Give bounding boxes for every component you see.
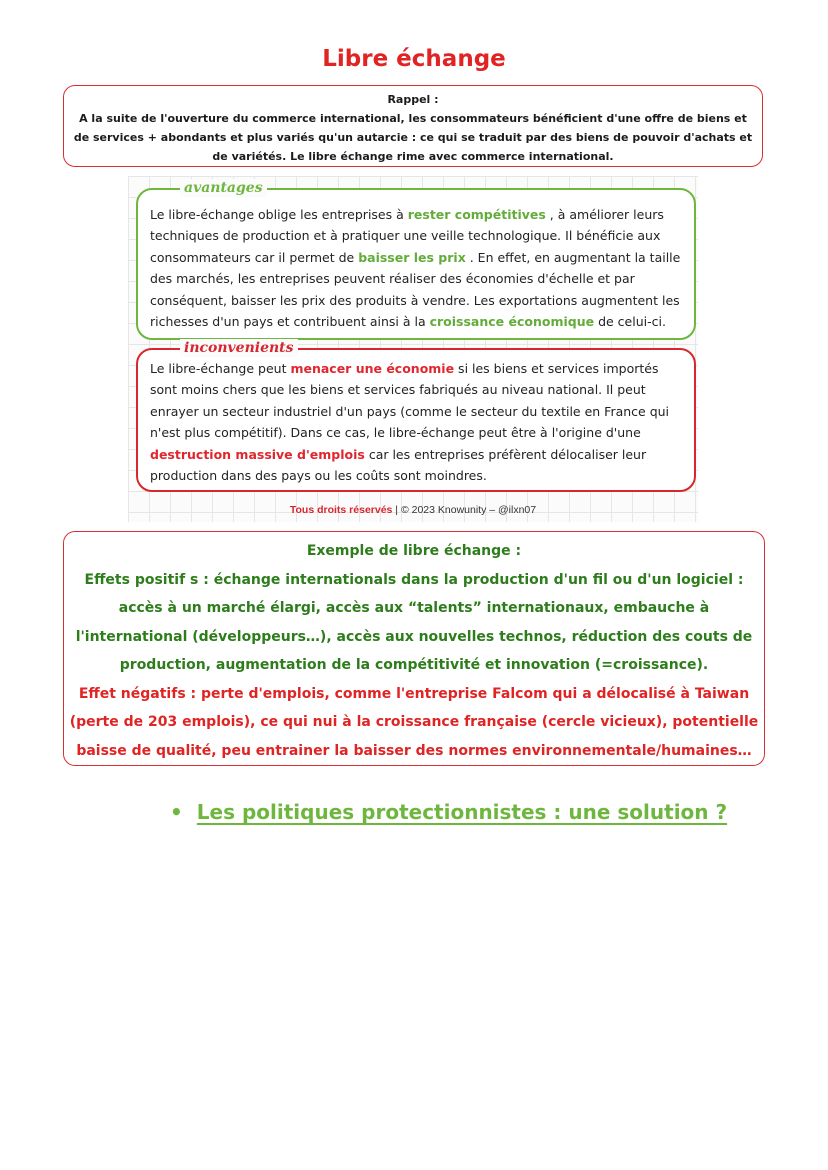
inconvenients-tag: inconvenients <box>180 339 298 357</box>
credit-text: | © 2023 Knowunity – @ilxn07 <box>392 504 537 516</box>
exemple-title: Exemple de libre échange : <box>306 543 522 559</box>
avantages-tag: avantages <box>180 179 267 197</box>
inconvenients-highlight-1: menacer une économie <box>290 361 455 376</box>
rappel-text: A la suite de l'ouverture du commerce international, les consommateurs bénéficient d'une offre de biens et de services + abondants et plus variés qu'un autarcie : ce qui se traduit par des biens de pouvoir d'achats et de variétés. Le libre échange rime avec commerce international. <box>73 112 753 163</box>
avantages-text-2: , à améliorer leurs techniques de production et à pratiquer une veille technologique. Il bénéficie aux consommateurs car il permet de <box>150 207 664 265</box>
rights-reserved: Tous droits réservés <box>289 504 393 516</box>
avantages-box <box>136 180 696 340</box>
avantages-text-4: de celui-ci. <box>594 314 666 330</box>
avantages-highlight-3: croissance économique <box>429 314 595 330</box>
avantages-highlight-2: baisser les prix <box>358 249 466 265</box>
inconvenients-text-1: Le libre-échange peut <box>150 361 291 376</box>
avantages-text-1: Le libre-échange oblige les entreprises à <box>150 207 408 222</box>
inconvenients-text-3: car les entreprises préfèrent délocaliser leur production dans des pays ou les coûts sont moindres. <box>150 446 647 484</box>
section-heading-text: Les politiques protectionnistes : une solution ? <box>196 800 728 824</box>
effets-negatifs: Effet négatifs : perte d'emplois, comme l'entreprise Falcom qui a délocalisé à Taiwan (perte de 203 emplois), ce qui nui à la croissance française (cercle vicieux), potentielle baisse de qualité, peu entrainer la baisser des normes environnementale/humaines… <box>69 685 759 759</box>
notebook-image <box>128 176 698 522</box>
avantages-text-3: . En effet, en augmentant la taille des marchés, les entreprises peuvent réaliser des économies d'échelle et par conséquent, baisser les prix des produits à vendre. Les exportations augmentent les richesses d'un pays et contribuent ainsi à la <box>150 249 681 330</box>
bullet-icon: • <box>170 800 183 824</box>
copyright-credit <box>128 504 698 516</box>
page-title: Libre échange <box>322 46 506 72</box>
avantages-highlight-1: rester compétitives <box>407 207 546 222</box>
rappel-label: Rappel : <box>387 93 439 106</box>
rappel-box <box>63 85 763 167</box>
section-heading <box>170 800 727 824</box>
inconvenients-text-2: si les biens et services importés sont moins chers que les biens et services fabriqués au niveau national. Il peut enrayer un secteur industriel d'un pays (comme le secteur du textile en France qui n'est plus compétitif). Dans ce cas, le libre-échange peut être à l'origine d'une <box>150 361 670 441</box>
inconvenients-box <box>136 340 696 492</box>
exemple-box <box>63 531 765 766</box>
inconvenients-highlight-2: destruction massive d'emplois <box>150 446 365 462</box>
effets-positifs: Effets positif s : échange internationals dans la production d'un fil ou d'un logiciel : accès à un marché élargi, accès aux “talents” internationaux, embauche à l'international (développeurs…), accès aux nouvelles technos, réduction des couts de production, augmentation de la compétitivité et innovation (=croissance). <box>75 571 753 673</box>
